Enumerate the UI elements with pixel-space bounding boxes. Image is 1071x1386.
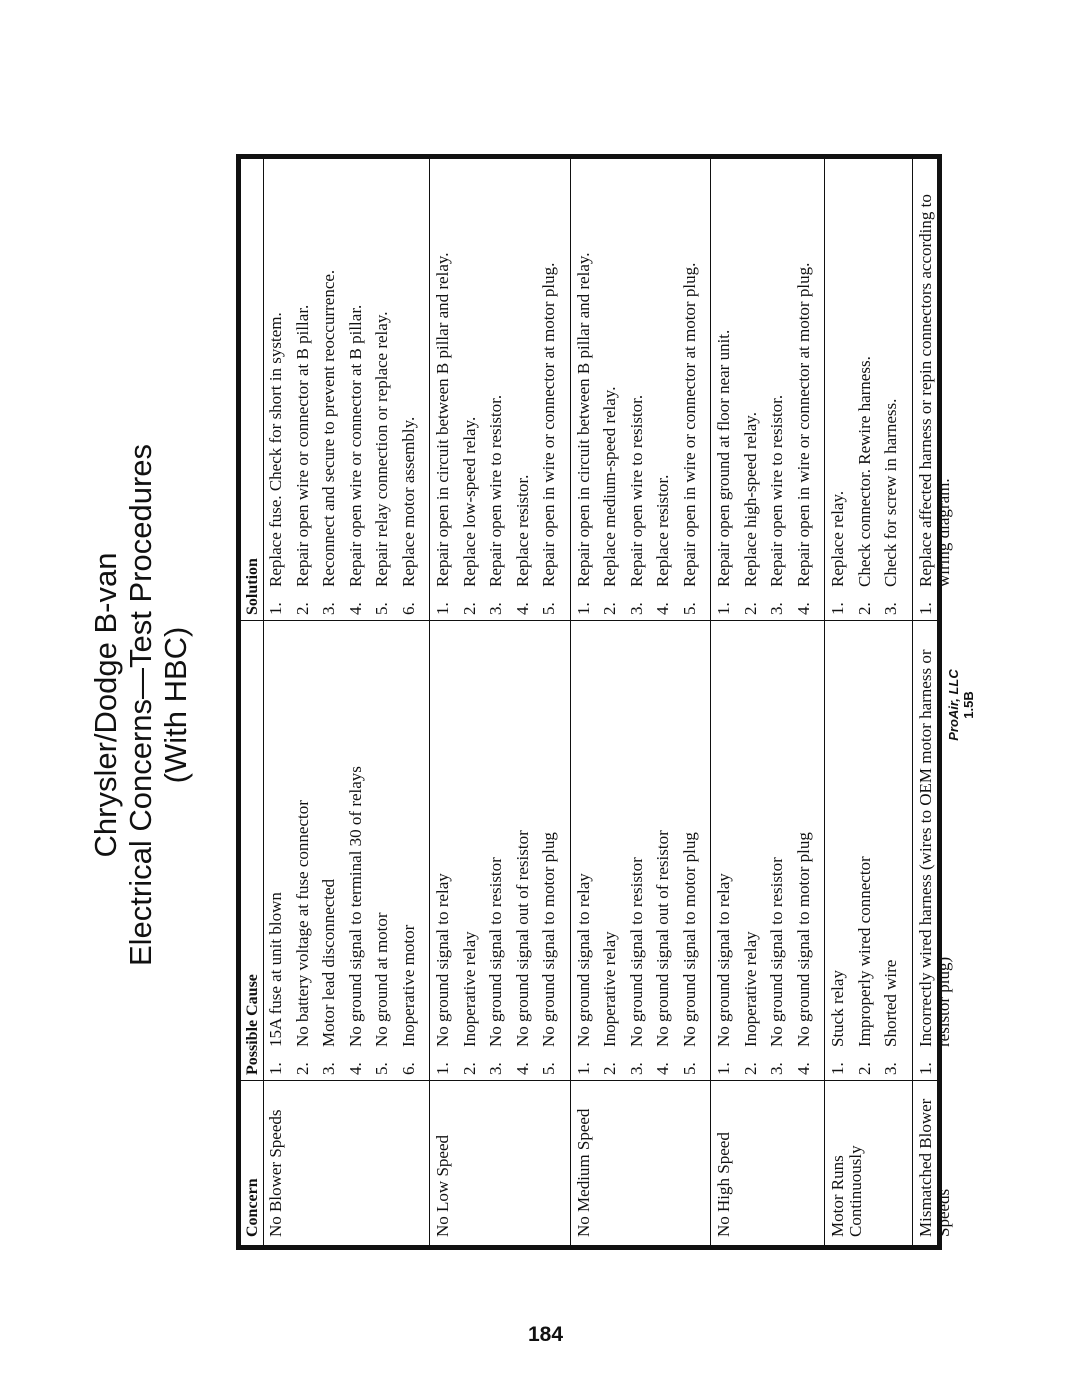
solution-text: Replace affected harness or repin connectors according to wiring diagram. — [915, 194, 953, 587]
solution-number: 1. — [266, 602, 285, 615]
cause-number: 1. — [828, 1062, 847, 1075]
cause-number: 1. — [433, 1062, 452, 1075]
cause-number: 3. — [881, 1062, 900, 1075]
cause-text: No ground signal to relay — [573, 873, 593, 1047]
solution-text: Repair open ground at floor near unit. — [714, 329, 733, 587]
concern-cell: No High Speed — [714, 1132, 733, 1237]
table-row — [711, 159, 825, 1245]
solution-number: 1. — [915, 602, 935, 615]
solution-number: 3. — [626, 602, 646, 615]
cause-text: Incorrectly wired harness (wires to OEM motor harness or resistor plug) — [915, 649, 953, 1047]
solution-text: Repair open in circuit between B pillar and relay. — [573, 252, 593, 587]
cause-number: 4. — [512, 1062, 532, 1075]
footer-brand: ProAir, LLC — [946, 669, 961, 741]
concerns-table — [236, 154, 953, 1250]
cause-number: 3. — [319, 1062, 338, 1075]
cause-number: 2. — [459, 1062, 479, 1075]
solution-text: Repair open in circuit between B pillar and relay. — [433, 252, 452, 587]
solution-text: Repair open wire to resistor. — [767, 394, 786, 587]
title-line-1: Chrysler/Dodge B-van — [88, 552, 123, 858]
concern-cell: No Blower Speeds — [266, 1109, 285, 1237]
page-title — [88, 150, 193, 1260]
solution-number: 4. — [512, 602, 532, 615]
solution-text: Replace relay. — [828, 490, 847, 587]
solution-number: 4. — [653, 602, 672, 615]
concern-cell: No Low Speed — [433, 1135, 452, 1237]
cause-text: Motor lead disconnected — [319, 878, 338, 1047]
header-solution: Solution — [244, 558, 261, 615]
solution-text: Replace fuse. Check for short in system. — [266, 312, 285, 587]
cause-text: No battery voltage at fuse connector — [292, 800, 312, 1047]
cause-number: 2. — [292, 1062, 312, 1075]
title-line-2: Electrical Concerns—Test Procedures — [123, 443, 158, 967]
concern-cell: No Medium Speed — [573, 1108, 593, 1237]
header-possible-cause: Possible Cause — [244, 974, 261, 1075]
cause-text: Inoperative relay — [600, 931, 619, 1047]
cause-text: Inoperative motor — [398, 924, 418, 1047]
cause-number: 1. — [915, 1062, 935, 1075]
solution-number: 4. — [793, 602, 813, 615]
solution-number: 2. — [854, 602, 874, 615]
cause-number: 3. — [767, 1062, 786, 1075]
table-row — [263, 159, 430, 1245]
cause-number: 2. — [600, 1062, 619, 1075]
solution-number: 3. — [319, 602, 338, 615]
cause-number: 4. — [793, 1062, 813, 1075]
cause-number: 2. — [854, 1062, 874, 1075]
solution-number: 2. — [600, 602, 619, 615]
table-row — [571, 159, 712, 1245]
cause-number: 1. — [573, 1062, 593, 1075]
cause-number: 3. — [626, 1062, 646, 1075]
solution-text: Repair open in wire or connector at motor plug. — [793, 262, 813, 587]
cause-text: Inoperative relay — [740, 931, 760, 1047]
solution-text: Repair open wire to resistor. — [486, 394, 505, 587]
solution-text: Reconnect and secure to prevent reoccurrence. — [319, 269, 338, 587]
cause-text: 15A fuse at unit blown — [266, 892, 285, 1047]
cause-number: 1. — [266, 1062, 285, 1075]
solution-number: 1. — [433, 602, 452, 615]
solution-text: Check for screw in harness. — [881, 398, 900, 587]
solution-text: Check connector. Rewire harness. — [854, 356, 874, 587]
solution-text: Repair open wire to resistor. — [626, 394, 646, 587]
solution-text: Replace low-speed relay. — [459, 416, 479, 587]
solution-text: Repair relay connection or replace relay. — [372, 311, 391, 587]
solution-number: 3. — [767, 602, 786, 615]
cause-number: 5. — [539, 1062, 558, 1075]
cause-number: 4. — [345, 1062, 365, 1075]
solution-text: Replace resistor. — [653, 474, 672, 587]
cause-text: No ground signal to motor plug — [679, 832, 699, 1047]
solution-number: 5. — [372, 602, 391, 615]
title-line-3: (With HBC) — [158, 626, 193, 784]
solution-number: 5. — [539, 602, 558, 615]
solution-text: Replace motor assembly. — [398, 416, 418, 587]
cause-text: No ground signal to resistor — [767, 857, 786, 1047]
cause-text: No ground signal to terminal 30 of relays — [345, 766, 365, 1047]
footer-code: 1.5B — [961, 691, 976, 719]
cause-text: Shorted wire — [881, 959, 900, 1047]
footer — [946, 150, 976, 1260]
concern-cell: Motor Runs Continuously — [828, 1145, 865, 1237]
solution-number: 2. — [459, 602, 479, 615]
solution-number: 3. — [881, 602, 900, 615]
solution-number: 4. — [345, 602, 365, 615]
cause-text: Improperly wired connector — [854, 856, 874, 1047]
solution-text: Repair open in wire or connector at motor plug. — [679, 262, 699, 587]
cause-number: 5. — [372, 1062, 391, 1075]
solution-text: Replace medium-speed relay. — [600, 386, 619, 587]
solution-text: Replace resistor. — [512, 474, 532, 587]
cause-text: No ground signal to resistor — [486, 857, 505, 1047]
cause-number: 4. — [653, 1062, 672, 1075]
cause-text: No ground at motor — [372, 912, 391, 1047]
cause-number: 5. — [679, 1062, 699, 1075]
cause-text: No ground signal to relay — [714, 873, 733, 1047]
solution-number: 1. — [573, 602, 593, 615]
header-concern: Concern — [244, 1178, 261, 1237]
rotated-page — [70, 50, 990, 1260]
solution-number: 6. — [398, 602, 418, 615]
solution-text: Replace high-speed relay. — [740, 412, 760, 587]
solution-number: 5. — [679, 602, 699, 615]
solution-text: Repair open in wire or connector at motor plug. — [539, 262, 558, 587]
cause-text: Stuck relay — [828, 970, 847, 1047]
cause-number: 1. — [714, 1062, 733, 1075]
page-number: 184 — [528, 1323, 564, 1346]
cause-number: 3. — [486, 1062, 505, 1075]
solution-number: 2. — [740, 602, 760, 615]
solution-number: 3. — [486, 602, 505, 615]
cause-number: 2. — [740, 1062, 760, 1075]
solution-text: Repair open wire or connector at B pillar. — [345, 304, 365, 587]
cause-text: No ground signal to motor plug — [793, 832, 813, 1047]
cause-number: 6. — [398, 1062, 418, 1075]
solution-text: Repair open wire or connector at B pillar. — [292, 304, 312, 587]
cause-text: No ground signal out of resistor — [512, 830, 532, 1047]
table-row — [430, 159, 571, 1245]
cause-text: No ground signal to resistor — [626, 857, 646, 1047]
cause-text: No ground signal to relay — [433, 873, 452, 1047]
table-header — [241, 159, 264, 1245]
solution-number: 2. — [292, 602, 312, 615]
table-row — [825, 159, 913, 1245]
cause-text: No ground signal to motor plug — [539, 832, 558, 1047]
solution-number: 1. — [828, 602, 847, 615]
concern-cell: Mismatched Blower Speeds — [915, 1098, 953, 1237]
cause-text: Inoperative relay — [459, 931, 479, 1047]
cause-text: No ground signal out of resistor — [653, 830, 672, 1047]
solution-number: 1. — [714, 602, 733, 615]
